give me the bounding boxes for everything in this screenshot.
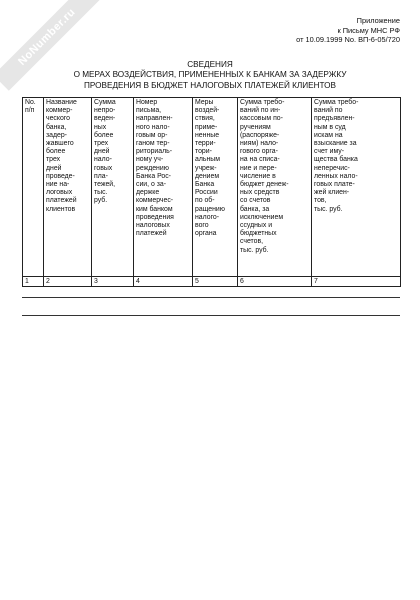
column-number-cell: 7: [312, 277, 401, 287]
title-line: СВЕДЕНИЯ: [187, 60, 233, 69]
header-cell-number: No. п/п: [23, 98, 44, 277]
document-title: [20, 60, 400, 91]
attachment-note: [250, 16, 400, 45]
column-number-cell: 5: [193, 277, 238, 287]
watermark-banner: NoNumber.ru: [0, 0, 101, 91]
attachment-line: Приложение: [356, 16, 400, 25]
measures-table: [22, 97, 401, 287]
header-cell-court-claims-sum: Сумма требо- ваний по предъявлен- ным в суд искам на взыскание за счет иму- щества банка неперечис- ленных нало- говых плате- жей клиен- тов, тыс. руб.: [312, 98, 401, 277]
header-cell-measures: Меры воздей- ствия, приме- ненные терри- тори- альным учреж- дением Банка России по об- ращению налого- вого органа: [193, 98, 238, 277]
column-number-cell: 1: [23, 277, 44, 287]
column-number-cell: 4: [134, 277, 193, 287]
column-number-cell: 2: [44, 277, 92, 287]
table-rule: [22, 315, 400, 316]
attachment-line: от 10.09.1999 No. ВП-6-05/720: [296, 35, 400, 45]
table-header-row: [23, 98, 401, 277]
table-number-row: [23, 277, 401, 287]
column-number-cell: 3: [92, 277, 134, 287]
column-number-cell: 6: [238, 277, 312, 287]
table-rule: [22, 297, 400, 298]
attachment-line: к Письму МНС РФ: [337, 25, 400, 35]
header-cell-collection-sum: Сумма требо- ваний по ин- кассовым по- ручениям (распоряже- ниям) нало- гового орга- на на списа- ние и пере- числение в бюджет денеж- ных средств со счетов банка, за исключением ссудных и бюджетных счетов, тыс. руб.: [238, 98, 312, 277]
title-line: ПРОВЕДЕНИЯ В БЮДЖЕТ НАЛОГОВЫХ ПЛАТЕЖЕЙ КЛИЕНТОВ: [84, 80, 336, 90]
header-cell-unpaid-sum: Сумма непро- веден- ных более трех дней нало- говых пла- тежей, тыс. руб.: [92, 98, 134, 277]
header-cell-letter-number: Номер письма, направлен- ного нало- говым ор- ганом тер- риториаль- ному уч- реждению Банка Рос- сии, о за- держке коммерчес- ким банком проведения налоговых платежей: [134, 98, 193, 277]
title-line: О МЕРАХ ВОЗДЕЙСТВИЯ, ПРИМЕНЕННЫХ К БАНКАМ ЗА ЗАДЕРЖКУ: [73, 70, 347, 80]
header-cell-bank-name: Название коммер- ческого банка, задер- жавшего более трех дней проведе- ние на- логовых платежей клиентов: [44, 98, 92, 277]
